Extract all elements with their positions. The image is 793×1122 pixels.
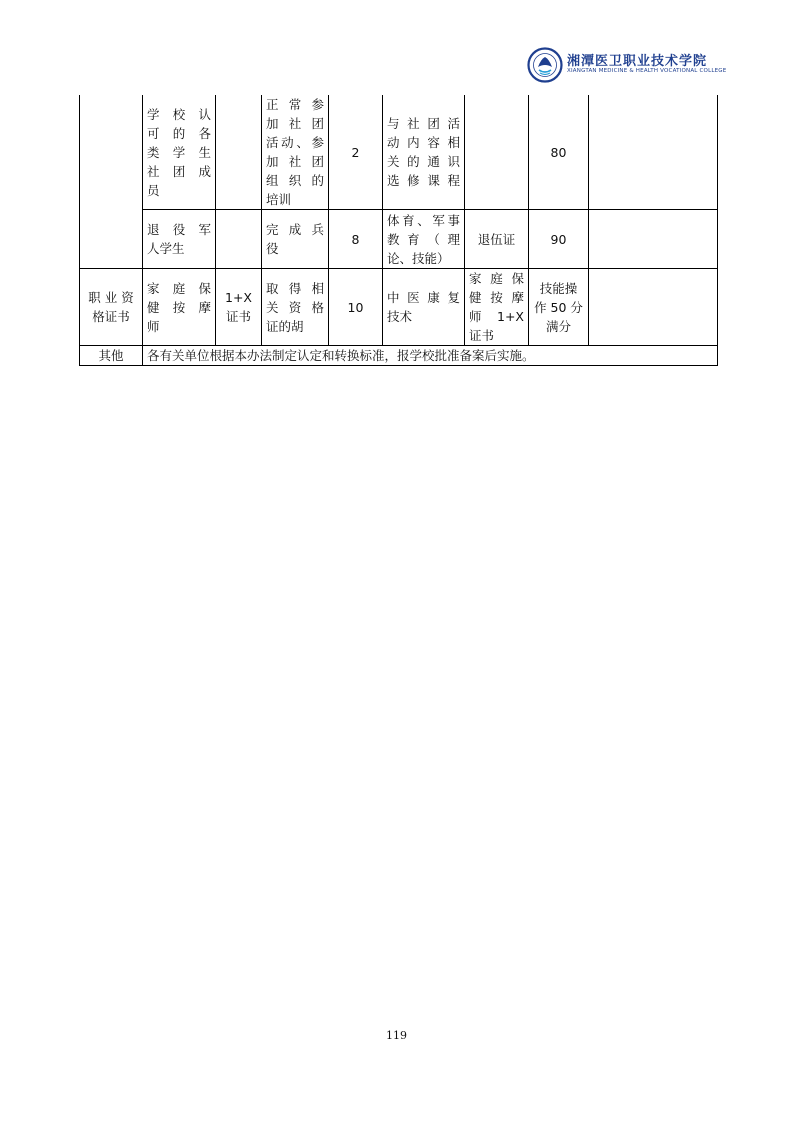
evidence-cell (465, 95, 529, 210)
requirement-cell: 正 常 参 加 社 团 活动、参 加 社 团 组 织 的 培训 (262, 95, 329, 210)
category-cell: 其他 (80, 346, 143, 366)
evidence-cell: 家 庭 保 健 按 摩 师 1+X 证书 (465, 269, 529, 346)
credit-cell: 8 (329, 210, 383, 269)
page-number: 119 (386, 1029, 407, 1042)
table-row (80, 346, 718, 366)
college-name-cn: 湘潭医卫职业技术学院 (567, 54, 708, 69)
college-emblem-icon (527, 47, 563, 83)
student-type-cell: 学 校 认 可 的 各 类 学 生 社 团 成 员 (143, 95, 216, 210)
evidence-cell: 退伍证 (465, 210, 529, 269)
requirement-cell: 取 得 相 关 资 格 证的胡 (262, 269, 329, 346)
course-cell: 与社团活 动内容相 关的通识 选修课程 (383, 95, 465, 210)
category-cell: 职 业 资 格证书 (80, 269, 143, 346)
category-cell (80, 95, 143, 269)
credit-conversion-table (79, 95, 718, 366)
course-cell: 中 医 康 复 技术 (383, 269, 465, 346)
table-row (80, 95, 718, 210)
cert-cell: 1+X 证书 (216, 269, 262, 346)
credit-cell: 2 (329, 95, 383, 210)
student-type-cell: 退 役 军 人学生 (143, 210, 216, 269)
table-row (80, 269, 718, 346)
remark-cell: 各有关单位根据本办法制定认定和转换标准，报学校批准备案后实施。 (143, 346, 718, 366)
cert-cell (216, 210, 262, 269)
note-cell (589, 95, 718, 210)
credit-cell: 10 (329, 269, 383, 346)
score-cell: 90 (529, 210, 589, 269)
course-cell: 体育、军事 教 育 （ 理 论、技能） (383, 210, 465, 269)
college-name-en: XIANGTAN MEDICINE & HEALTH VOCATIONAL COLLEGE (567, 68, 727, 74)
note-cell (589, 210, 718, 269)
requirement-cell: 完 成 兵 役 (262, 210, 329, 269)
student-type-cell: 家 庭 保 健 按 摩 师 (143, 269, 216, 346)
note-cell (589, 269, 718, 346)
score-cell: 技能操 作 50 分 满分 (529, 269, 589, 346)
college-logo (527, 47, 727, 85)
cert-cell (216, 95, 262, 210)
score-cell: 80 (529, 95, 589, 210)
table-row (80, 210, 718, 269)
